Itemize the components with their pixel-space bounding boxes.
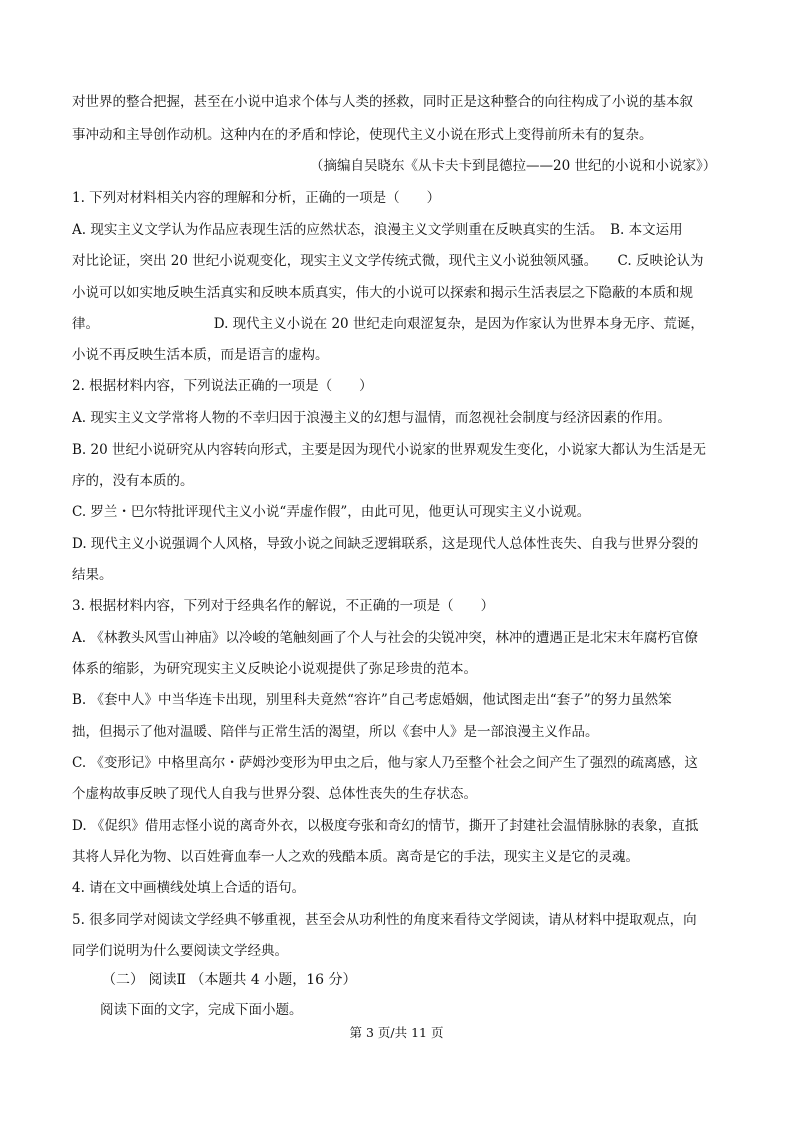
question-3-option-line: 体系的缩影，为研究现实主义反映论小说观提供了弥足珍贵的范本。 [72, 661, 477, 677]
question-1-option-line: A. 现实主义文学认为作品应表现生活的应然状态，浪漫主义文学则重在反映真实的生活。 B. 本文运用 [72, 222, 683, 238]
question-3-option-line: B. 《套中人》中当华连卡出现，别里科夫竟然“容许”自己考虑婚姻，他试图走出“套子”的努力虽然笨 [72, 692, 672, 708]
question-1-option-line: 对比论证，突出 20 世纪小说观变化，现实主义文学传统式微，现代主义小说独领风骚。 C. 反映论认为 [72, 253, 704, 269]
source-citation: （摘编自吴晓东《从卡夫卡到昆德拉——20 世纪的小说和小说家》） [310, 158, 717, 174]
paragraph-line: 事冲动和主导创作动机。这种内在的矛盾和悖论，使现代主义小说在形式上变得前所未有的复杂。 [72, 127, 653, 143]
question-3-option-line: C. 《变形记》中格里高尔・萨姆沙变形为甲虫之后，他与家人乃至整个社会之间产生了强烈的疏离感，这 [72, 755, 698, 771]
question-3-option-line: 其将人异化为物、以百姓膏血奉一人之欢的残酷本质。离奇是它的手法，现实主义是它的灵魂。 [72, 849, 639, 865]
question-2-option-line: B. 20 世纪小说研究从内容转向形式，主要是因为现代小说家的世界观发生变化，小说家大都认为生活是无 [72, 442, 706, 458]
question-3-option-line: A. 《林教头风雪山神庙》以冷峻的笔触刻画了个人与社会的尖锐冲突，林冲的遭遇正是北宋末年腐朽官僚 [72, 630, 698, 646]
question-2-stem: 2. 根据材料内容，下列说法正确的一项是（ ） [72, 378, 373, 394]
question-2-option-line: 序的，没有本质的。 [72, 473, 194, 489]
question-4: 4. 请在文中画横线处填上合适的语句。 [72, 880, 306, 896]
question-3-option-line: 个虚构故事反映了现代人自我与世界分裂、总体性丧失的生存状态。 [72, 786, 477, 802]
question-2-option-line: A. 现实主义文学常将人物的不幸归因于浪漫主义的幻想与温情，而忽视社会制度与经济因素的作用。 [72, 410, 671, 426]
question-1-option-line: 律。 D. 现代主义小说在 20 世纪走向艰涩复杂，是因为作家认为世界本身无序、荒诞， [72, 316, 704, 332]
question-2-option-line: 结果。 [72, 567, 113, 583]
question-3-option-line: 拙，但揭示了他对温暖、陪伴与正常生活的渴望，所以《套中人》是一部浪漫主义作品。 [72, 724, 599, 740]
question-3-stem: 3. 根据材料内容，下列对于经典名作的解说，不正确的一项是（ ） [72, 598, 495, 614]
question-5-line: 同学们说明为什么要阅读文学经典。 [72, 943, 288, 959]
question-3-option-line: D. 《促织》借用志怪小说的离奇外衣，以极度夸张和奇幻的情节，撕开了封建社会温情脉脉的表象，直抵 [72, 818, 699, 834]
question-1-option-line: 小说可以如实地反映生活真实和反映本质真实，伟大的小说可以探索和揭示生活表层之下隐蔽的本质和规 [72, 285, 693, 301]
section-2-heading: （二） 阅读Ⅱ （本题共 4 小题，16 分） [102, 972, 357, 988]
question-2-option-line: D. 现代主义小说强调个人风格，导致小说之间缺乏逻辑联系，这是现代人总体性丧失、自我与世界分裂的 [72, 536, 699, 552]
paragraph-line: 对世界的整合把握，甚至在小说中追求个体与人类的拯救，同时正是这种整合的向往构成了小说的基本叙 [72, 94, 693, 110]
question-5-line: 5. 很多同学对阅读文学经典不够重视，甚至会从功利性的角度来看待文学阅读，请从材料中提取观点，向 [72, 912, 697, 928]
question-2-option-line: C. 罗兰・巴尔特批评现代主义小说“弄虚作假”，由此可见，他更认可现实主义小说观。 [72, 504, 591, 520]
page-footer: 第 3 页/共 11 页 [349, 1025, 444, 1040]
question-1-stem: 1. 下列对材料相关内容的理解和分析，正确的一项是（ ） [72, 190, 441, 206]
question-1-option-line: 小说不再反映生活本质，而是语言的虚构。 [72, 347, 329, 363]
section-2-instruction: 阅读下面的文字，完成下面小题。 [100, 1002, 303, 1018]
